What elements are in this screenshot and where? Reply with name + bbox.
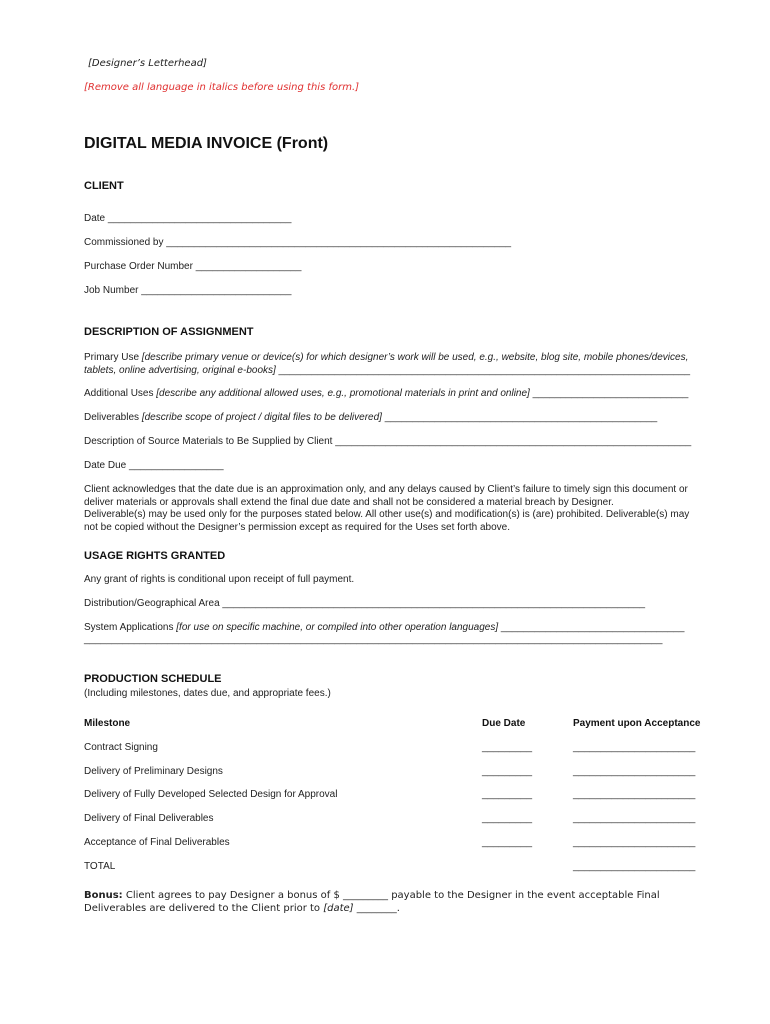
due-date-cell: _________ xyxy=(482,837,533,848)
payment-cell: ______________________ xyxy=(573,861,696,872)
payment-cell: ______________________ xyxy=(573,813,696,824)
milestone-cell: Contract Signing xyxy=(84,742,158,753)
payment-condition-text: Any grant of rights is conditional upon receipt of full payment. xyxy=(84,574,355,585)
bonus-text: Client agrees to pay Designer a bonus of $ _________ payable to the Designer in the event acceptable Final Deliverables are delivered to the Client prior to xyxy=(84,890,660,914)
bonus-date-placeholder: [date] xyxy=(323,902,354,914)
due-date-cell: _________ xyxy=(482,789,533,800)
primary-use-field xyxy=(84,352,699,377)
production-schedule-subheading: (Including milestones, dates due, and appropriate fees.) xyxy=(84,688,331,699)
page-title: DIGITAL MEDIA INVOICE (Front) xyxy=(84,135,329,152)
system-applications-field xyxy=(84,622,684,633)
assignment-heading: DESCRIPTION OF ASSIGNMENT xyxy=(84,326,254,338)
additional-uses-instructions: [describe any additional allowed uses, e.g., promotional materials in print and online] xyxy=(156,388,530,399)
milestone-cell: Acceptance of Final Deliverables xyxy=(84,837,230,848)
due-date-column-header: Due Date xyxy=(482,718,526,729)
bonus-paragraph xyxy=(84,890,684,915)
usage-rights-heading: USAGE RIGHTS GRANTED xyxy=(84,550,226,562)
date-field: Date _________________________________ xyxy=(84,213,292,224)
deliverables-label: Deliverables xyxy=(84,412,142,423)
bonus-label: Bonus: xyxy=(84,890,123,901)
milestone-cell: Delivery of Fully Developed Selected Design for Approval xyxy=(84,789,338,800)
primary-use-blank: __________________________________________________________________________ xyxy=(275,364,691,376)
due-date-cell: _________ xyxy=(482,766,533,777)
distribution-area-field: Distribution/Geographical Area ____________________________________________________________________________ xyxy=(84,598,646,609)
milestone-cell: Delivery of Final Deliverables xyxy=(84,813,214,824)
due-date-cell: _________ xyxy=(482,742,533,753)
acknowledgement-paragraph xyxy=(84,484,699,534)
client-heading: CLIENT xyxy=(84,180,124,192)
letterhead-placeholder: [Designer’s Letterhead] xyxy=(88,58,207,69)
deliverables-instructions: [describe scope of project / digital files to be delivered] xyxy=(141,412,382,423)
commissioned-by-field: Commissioned by ______________________________________________________________ xyxy=(84,237,512,248)
source-materials-field: Description of Source Materials to Be Supplied by Client ________________________________________________________________ xyxy=(84,436,692,447)
date-due-field: Date Due _________________ xyxy=(84,460,224,471)
primary-use-instructions: [describe primary venue or device(s) for which designer’s work will be used, e.g., website, blog site, mobile phones/devices, xyxy=(141,352,689,363)
deliverables-usage-note: Deliverable(s) may be used only for the purposes stated below. All other use(s) and modification(s) is (are) prohibited. Deliverable(s) may not be copied without the Designer’s permission except as required for the Uses set forth above. xyxy=(84,509,690,533)
system-applications-blank-2: ________________________________________________________________________________________________________ xyxy=(84,634,663,645)
additional-uses-blank: ____________________________ xyxy=(529,388,689,399)
milestone-column-header: Milestone xyxy=(84,718,131,729)
payment-cell: ______________________ xyxy=(573,789,696,800)
job-number-field: Job Number ___________________________ xyxy=(84,285,292,296)
payment-cell: ______________________ xyxy=(573,742,696,753)
additional-uses-label: Additional Uses xyxy=(84,388,157,399)
due-date-cell: _________ xyxy=(482,813,533,824)
acknowledgement-text: Client acknowledges that the date due is an approximation only, and any delays caused by Client’s failure to timely sign this document or deliver materials or approvals shall extend the final due date and shall not be considered a material breach by Designer. xyxy=(84,484,688,508)
deliverables-field xyxy=(84,412,657,423)
primary-use-instructions-cont: tablets, online advertising, original e-books] xyxy=(84,364,276,376)
remove-italics-note: [Remove all language in italics before using this form.] xyxy=(84,82,360,93)
payment-cell: ______________________ xyxy=(573,766,696,777)
primary-use-label: Primary Use xyxy=(84,352,142,363)
system-applications-instructions: [for use on specific machine, or compiled into other operation languages] xyxy=(176,622,499,633)
system-applications-label: System Applications xyxy=(84,622,177,633)
milestone-cell: Delivery of Preliminary Designs xyxy=(84,766,223,777)
production-schedule-heading: PRODUCTION SCHEDULE xyxy=(84,673,222,685)
payment-cell: ______________________ xyxy=(573,837,696,848)
system-applications-blank: _________________________________ xyxy=(498,622,685,633)
additional-uses-field xyxy=(84,388,688,399)
purchase-order-field: Purchase Order Number ___________________ xyxy=(84,261,302,272)
milestone-cell: TOTAL xyxy=(84,861,116,872)
deliverables-blank: _________________________________________________ xyxy=(381,412,658,423)
bonus-date-blank: ________. xyxy=(353,902,400,914)
payment-column-header: Payment upon Acceptance xyxy=(573,718,701,729)
